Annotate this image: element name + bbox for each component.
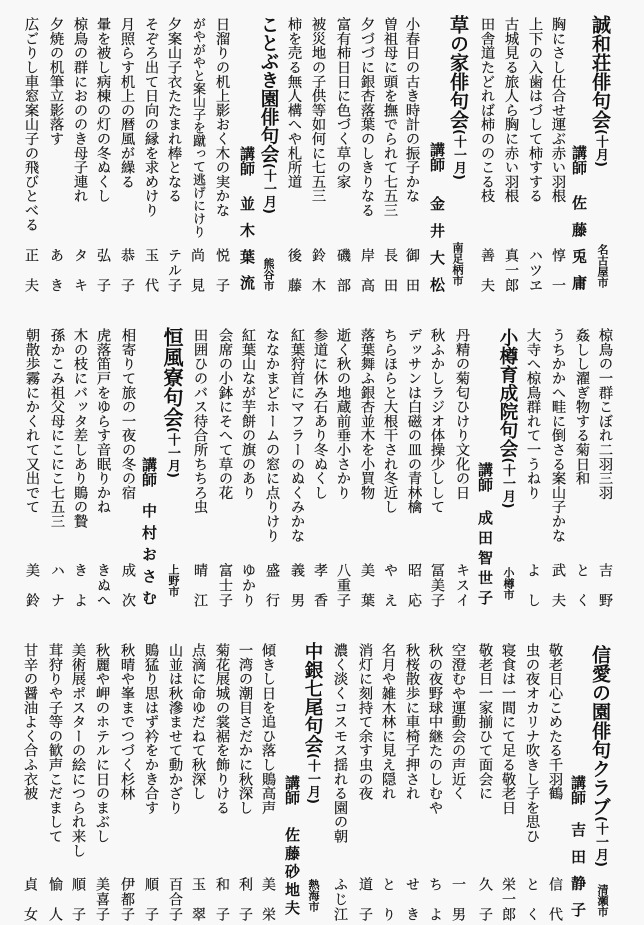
- haiku-text: 紅葉狩首にマフラーのぬくみかな: [289, 328, 305, 543]
- haiku-author: 恭子: [119, 248, 135, 292]
- haiku-text: 秋ふかしラジオ体操少しして: [429, 328, 445, 514]
- haiku-text: 秋晴や峯までつづく杉林: [119, 643, 135, 801]
- haiku-text: 敬老日心こめたる千羽鶴: [547, 643, 563, 801]
- haiku-text: 参道に休み石あり冬ぬくし: [312, 328, 328, 500]
- haiku-text: 曽祖母に頭を撫でられて七五三: [382, 17, 398, 218]
- haiku-text: 大寺へ椋鳥群れて一うねり: [525, 328, 541, 500]
- lecturer-name: 吉田静子: [569, 822, 587, 917]
- lecturer-name: 金井大松: [428, 196, 446, 292]
- haiku-text: がやがやと案山子を蹴って逃げにけり: [190, 17, 205, 238]
- haiku-text: 田舎道たどれば柿ののこる枝: [479, 17, 495, 203]
- haiku-text: 虎落笛戸をゆらす音眠りかね: [95, 328, 111, 514]
- haiku-text: 椋鳥の一群こぼれ二羽三羽: [597, 328, 613, 500]
- group-title: [161, 327, 183, 478]
- haiku-author: テル子: [166, 248, 182, 292]
- haiku-text: 椋鳥の群におののき母子連れ: [72, 17, 88, 203]
- haiku-text: 夕焼の机筆立影落す: [48, 17, 64, 146]
- haiku-text: 落葉舞ふ銀杏並木を小買物: [359, 328, 375, 500]
- haiku-text: 濃く淡くコスモス揺れる園の朝: [332, 643, 348, 844]
- haiku-author: 義男: [289, 563, 305, 607]
- haiku-author: 信代: [547, 877, 563, 921]
- group-month: (十一月): [593, 816, 608, 867]
- haiku-text: 胸にさし仕合せ運ぶ赤い羽根: [550, 17, 566, 203]
- lecturer-label: 講師: [140, 457, 158, 487]
- haiku-text: 敬老日一家揃ひて面会に: [477, 643, 493, 801]
- haiku-author: 尚見: [189, 248, 205, 292]
- haiku-author: 利子: [237, 877, 253, 921]
- lecturer-label: 講師: [428, 142, 446, 172]
- haiku-author: 孝香: [312, 563, 328, 607]
- group-title-text: 恒風寮句会: [160, 327, 184, 427]
- haiku-author: 百合子: [167, 877, 183, 921]
- group-month: (十一月): [451, 129, 466, 180]
- haiku-author: せき: [404, 877, 420, 921]
- haiku-author: 美葉: [359, 563, 375, 607]
- lecturer-name: 中村おさむ: [140, 503, 158, 605]
- haiku-author: キスイ: [454, 563, 470, 607]
- haiku-text: ななかまどホームの窓に点りけり: [264, 328, 280, 543]
- haiku-text: 甘辛の醤油よく合ふ衣被: [22, 643, 38, 801]
- haiku-author: ちよ: [427, 877, 443, 921]
- group-month: (十一月): [305, 753, 320, 804]
- haiku-author: 正夫: [23, 248, 39, 292]
- haiku-author: 盛行: [264, 563, 280, 607]
- haiku-text: 田囲ひのバス待合所ちちろ虫: [192, 328, 208, 514]
- haiku-text: 消灯に刻持て余す虫の夜: [357, 643, 373, 801]
- group-title: [257, 15, 279, 214]
- lecturer-label: 講師: [238, 146, 256, 176]
- haiku-author: 冨美子: [429, 563, 445, 607]
- haiku-text: 姦しし濯ぎ物する菊日和: [574, 328, 590, 486]
- haiku-author: 鈴木: [310, 248, 326, 292]
- haiku-text: 美術展ポスターの絵につられ来し: [70, 643, 86, 858]
- group-title: [589, 15, 611, 167]
- haiku-text: 秋麗や岬のホテルに日のまぶし: [94, 643, 110, 844]
- haiku-author: 久子: [477, 877, 493, 921]
- lecturer-label: 講師: [476, 462, 494, 492]
- haiku-author: あき: [48, 248, 64, 292]
- haiku-text: ちらほらと大根干され冬近し: [382, 328, 398, 514]
- group-city: 名古屋市: [596, 244, 609, 288]
- haiku-author: 後藤: [286, 248, 302, 292]
- group-title-text: 草の家俳句会: [447, 15, 469, 129]
- haiku-author: 昭応: [406, 563, 422, 607]
- haiku-author: ハツヱ: [527, 248, 543, 292]
- haiku-author: 吉野: [597, 563, 613, 607]
- lecturer-name: 並木葉流: [238, 196, 256, 290]
- haiku-author: きよ: [72, 563, 88, 607]
- group-city: 上野市: [167, 564, 180, 597]
- haiku-text: 柿を売る無人構へや札所道: [286, 17, 302, 189]
- haiku-text: 被災地の子供等如何に七五三: [310, 17, 326, 203]
- haiku-author: 愉人: [47, 877, 63, 921]
- haiku-author: 伊都子: [119, 877, 135, 921]
- haiku-text: 紅葉山なが芋餅の旗のあり: [240, 328, 256, 500]
- group-title-text: 信愛の園俳句クラブ: [589, 645, 611, 816]
- haiku-author: 道子: [357, 877, 373, 921]
- haiku-text: うちかかへ畦に倒さる案山子かな: [550, 328, 566, 543]
- haiku-author: やえ: [382, 563, 398, 607]
- lecturer-label: 講師: [283, 775, 301, 805]
- haiku-text: 富有柿日日に色づく草の家: [335, 17, 351, 189]
- group-city: 熱海市: [307, 879, 320, 912]
- haiku-text: 虫の夜オカリナ吹きし子を思ひ: [524, 643, 540, 844]
- group-month: (十一月): [165, 427, 180, 478]
- haiku-author: 悦子: [214, 248, 230, 292]
- group-title-text: 誠和荘俳句会: [589, 15, 611, 129]
- group-title-text: ことぶき園俳句会: [258, 15, 279, 163]
- haiku-text: 孫かこみ祖父母にこにこ七五三: [49, 328, 65, 529]
- haiku-text: 相寄りて旅の一夜の冬の宿: [120, 328, 136, 500]
- haiku-author: 玉代: [143, 248, 159, 292]
- haiku-text: 暈を被し病棟の灯の冬ぬくし: [95, 17, 111, 203]
- haiku-text: 広ごりし車窓案山子の飛びとべる: [23, 17, 39, 232]
- haiku-text: 逝く秋の地蔵前垂小さかり: [335, 328, 351, 500]
- haiku-text: 朝散歩霧にかくれて又出でて: [24, 328, 40, 514]
- group-title: [496, 328, 518, 508]
- haiku-author: タキ: [72, 248, 88, 292]
- haiku-author: ハナ: [49, 563, 65, 607]
- haiku-author: 富士子: [217, 563, 233, 607]
- haiku-text: 夕づづに銀杏落葉のしきりなる: [359, 17, 375, 218]
- haiku-author: 御田: [404, 248, 420, 292]
- haiku-author: 八重子: [335, 563, 351, 607]
- haiku-author: きぬへ: [95, 563, 111, 607]
- haiku-text: 寝食は一間にて足る敬老日: [500, 643, 516, 815]
- group-month: (十一月): [500, 457, 515, 509]
- haiku-author: とり: [380, 877, 396, 921]
- haiku-author: 惇一: [550, 248, 566, 292]
- haiku-author: 善夫: [479, 248, 495, 292]
- haiku-author: 一男: [450, 877, 466, 921]
- haiku-author: とく: [574, 563, 590, 607]
- haiku-text: 名月や雑木林に見え隠れ: [380, 643, 396, 801]
- haiku-author: 和子: [214, 877, 230, 921]
- haiku-author: とく: [524, 877, 540, 921]
- haiku-author: よし: [525, 563, 541, 607]
- group-title: [301, 642, 323, 804]
- haiku-text: 空澄むや運動会の声近く: [450, 643, 466, 801]
- haiku-author: 順子: [70, 877, 86, 921]
- haiku-text: 木の枝にバッタ差しあり鵙の贄: [72, 328, 88, 529]
- haiku-author: 玉翠: [190, 877, 206, 921]
- group-title: [447, 15, 469, 180]
- group-city: 熊谷市: [262, 258, 275, 291]
- lecturer-name: 佐藤砂地夫: [283, 827, 301, 915]
- haiku-author: 美喜子: [94, 877, 110, 921]
- group-title-text: 小樽育成院句会: [497, 328, 518, 458]
- haiku-author: ゆかり: [240, 563, 256, 607]
- haiku-text: 小春日の古き時計の振子かな: [404, 17, 420, 203]
- haiku-author: 順子: [143, 877, 159, 921]
- haiku-author: 貞女: [22, 877, 38, 921]
- group-city: 清瀬市: [596, 884, 609, 917]
- haiku-text: 山並は秋滲ませて動かざり: [167, 643, 183, 815]
- haiku-text: 鵙猛り思はず衿をかき合す: [143, 643, 159, 815]
- haiku-author: ふじ江: [332, 877, 348, 921]
- haiku-author: 美鈴: [24, 563, 40, 607]
- haiku-author: 栄一郎: [500, 877, 516, 921]
- haiku-text: 日溜りの机上影おく木の実かな: [214, 17, 230, 218]
- haiku-text: そぞろ出て日向の縁を求めけり: [143, 17, 159, 218]
- haiku-author: 成次: [120, 563, 136, 607]
- group-city: 小樽市: [502, 567, 515, 600]
- lecturer-label: 講師: [569, 775, 587, 805]
- haiku-text: 会席の小鉢にそへて草の花: [217, 328, 233, 500]
- haiku-text: 月照らす机上の暦風が繰る: [119, 17, 135, 189]
- lecturer-name: 成田智世子: [476, 510, 494, 605]
- group-title-text: 中銀七尾句会: [302, 642, 323, 753]
- lecturer-name: 佐藤兎庸: [570, 195, 588, 290]
- haiku-text: 上下の入歯はづして柿すする: [527, 17, 543, 203]
- haiku-text: 一湾の潮目さだかに秋深し: [237, 643, 253, 815]
- lecturer-label: 講師: [570, 145, 588, 175]
- haiku-author: 磯部: [335, 248, 351, 292]
- haiku-text: 秋桜散歩に車椅子押され: [404, 643, 420, 801]
- haiku-author: 真一郎: [503, 248, 519, 292]
- group-month: (十一月): [261, 163, 276, 214]
- haiku-author: 岸高: [359, 248, 375, 292]
- group-title: [589, 645, 611, 867]
- haiku-author: 長田: [382, 248, 398, 292]
- group-city: 南足柄市: [451, 242, 464, 286]
- haiku-text: 点滴に命ゆだねて秋深し: [190, 643, 206, 801]
- haiku-author: 晴江: [192, 563, 208, 607]
- haiku-author: 武夫: [550, 563, 566, 607]
- haiku-text: 秋の夜野球中継たのしむや: [427, 643, 443, 815]
- haiku-author: 美栄: [260, 877, 276, 921]
- haiku-text: 傾きし日を追ひ落し鵙高声: [260, 643, 276, 815]
- group-month: (十月): [593, 129, 608, 167]
- haiku-text: 古城見る旅人ら胸に赤い羽根: [503, 17, 519, 203]
- haiku-author: 弘子: [95, 248, 111, 292]
- haiku-text: 夕案山子衣たたまれ棒となる: [166, 17, 182, 203]
- haiku-text: デッサンは白磁の皿の青林檎: [406, 328, 422, 514]
- haiku-text: 丹精の菊匂ひけり文化の日: [454, 328, 470, 500]
- haiku-text: 菊花展城の裳裾を飾りける: [214, 643, 230, 815]
- haiku-text: 茸狩りや子等の歓声こだまして: [47, 643, 63, 844]
